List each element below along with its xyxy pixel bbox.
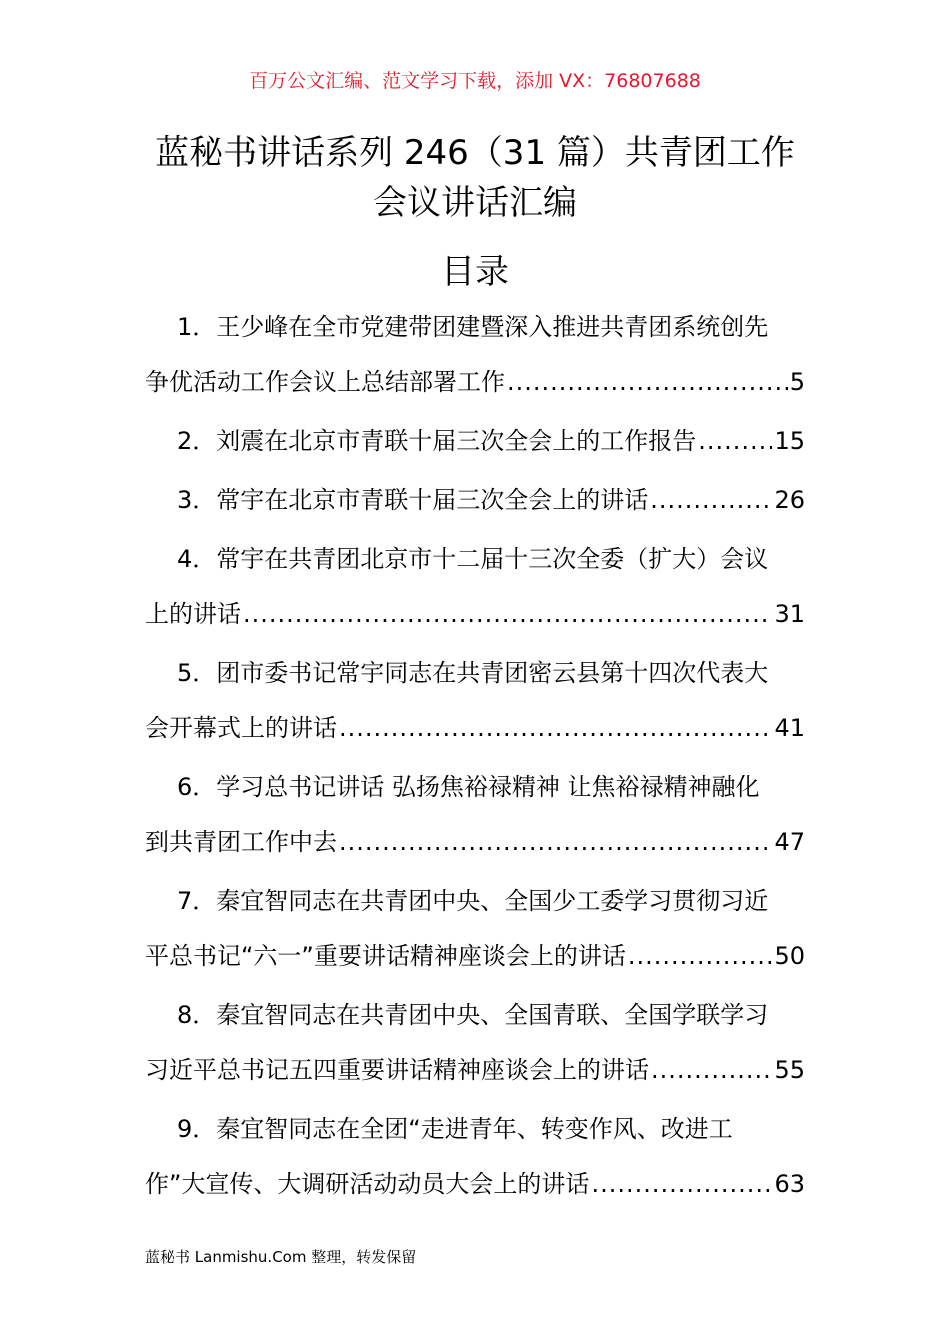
toc-item-6[interactable] [145, 760, 805, 870]
document-title [120, 128, 830, 228]
toc-item-text: 9．秦宜智同志在全团“走进青年、转变作风、改进工 [177, 1115, 733, 1143]
toc-item-4[interactable] [145, 532, 805, 642]
leader-dots [339, 815, 772, 870]
toc-item-text: 6．学习总书记讲话 弘扬焦裕禄精神 让焦裕禄精神融化 [177, 773, 760, 801]
toc-page-number: 31 [774, 600, 805, 628]
leader-dots [507, 355, 788, 410]
toc-item-1[interactable] [145, 300, 805, 410]
toc-item-text: 习近平总书记五四重要讲话精神座谈会上的讲话 [145, 1056, 649, 1084]
toc-item-5[interactable] [145, 646, 805, 756]
title-line-2: 会议讲话汇编 [373, 183, 577, 223]
toc-item-text: 4．常宇在共青团北京市十二届十三次全委（扩大）会议 [177, 545, 769, 573]
toc-item-8[interactable] [145, 988, 805, 1098]
leader-dots [650, 473, 772, 528]
toc-page-number: 26 [774, 486, 805, 514]
toc-item-3[interactable] [145, 473, 805, 528]
toc-item-text: 争优活动工作会议上总结部署工作 [145, 368, 505, 396]
footer-note: 蓝秘书 Lanmishu.Com 整理，转发保留 [145, 1248, 417, 1266]
leader-dots [591, 1157, 772, 1212]
toc-item-9[interactable] [145, 1102, 805, 1212]
toc-item-text: 8．秦宜智同志在共青团中央、全国青联、全国学联学习 [177, 1001, 769, 1029]
leader-dots [651, 1043, 772, 1098]
toc-item-text: 7．秦宜智同志在共青团中央、全国少工委学习贯彻习近 [177, 887, 769, 915]
toc-page-number: 55 [774, 1056, 805, 1084]
toc-item-text: 平总书记“六一”重要讲话精神座谈会上的讲话 [145, 942, 626, 970]
toc-item-text: 2．刘震在北京市青联十届三次全会上的工作报告 [177, 427, 697, 455]
toc-page-number: 5 [789, 368, 805, 396]
toc-page-number: 15 [774, 427, 805, 455]
toc-item-text: 3．常宇在北京市青联十届三次全会上的讲话 [177, 486, 649, 514]
leader-dots [628, 929, 773, 984]
header-note: 百万公文汇编、范文学习下载，添加 VX：76807688 [249, 70, 701, 92]
toc-item-text: 5．团市委书记常宇同志在共青团密云县第十四次代表大 [177, 659, 769, 687]
toc-item-text: 作”大宣传、大调研活动动员大会上的讲话 [145, 1170, 590, 1198]
table-of-contents [145, 300, 805, 1212]
toc-item-text: 到共青团工作中去 [145, 828, 337, 856]
toc-page-number: 47 [774, 828, 805, 856]
toc-item-text: 1．王少峰在全市党建带团建暨深入推进共青团系统创先 [177, 313, 769, 341]
toc-item-text: 会开幕式上的讲话 [145, 714, 337, 742]
leader-dots [698, 414, 772, 469]
toc-item-text: 上的讲话 [145, 600, 241, 628]
title-line-1: 蓝秘书讲话系列 246（31 篇）共青团工作 [155, 133, 795, 173]
toc-item-2[interactable] [145, 414, 805, 469]
toc-page-number: 50 [774, 942, 805, 970]
leader-dots [339, 701, 772, 756]
toc-item-7[interactable] [145, 874, 805, 984]
toc-page-number: 63 [774, 1170, 805, 1198]
toc-page-number: 41 [774, 714, 805, 742]
toc-heading: 目录 [441, 252, 509, 292]
leader-dots [243, 587, 772, 642]
